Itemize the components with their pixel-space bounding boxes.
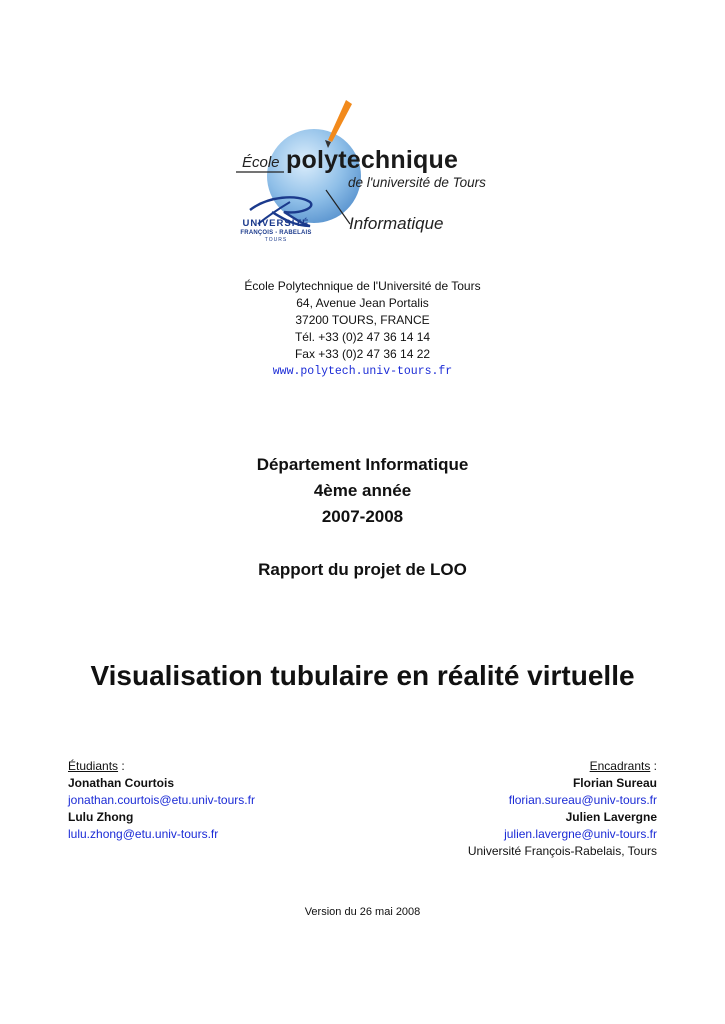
supervisor-affiliation: Université François-Rabelais, Tours — [467, 844, 657, 858]
supervisor-name: Florian Sureau — [572, 776, 657, 790]
universite-line2: FRANÇOIS - RABELAIS — [240, 230, 312, 236]
address-block — [0, 278, 725, 380]
logo-informatique: Informatique — [349, 214, 444, 233]
students-colon: : — [118, 759, 125, 773]
version-date: Version du 26 mai 2008 — [304, 906, 421, 918]
department-year: 4ème année — [313, 481, 412, 500]
department-name: Département Informatique — [256, 455, 469, 474]
supervisors-block — [468, 758, 657, 860]
address-line3: 37200 TOURS, FRANCE — [295, 313, 430, 327]
flame-icon — [328, 100, 352, 142]
department-block — [0, 452, 725, 530]
students-header: Étudiants — [68, 759, 119, 773]
address-line2: 64, Avenue Jean Portalis — [296, 296, 429, 310]
universite-line1: UNIVERSITÉ — [242, 218, 310, 229]
logo-circle — [267, 129, 361, 223]
address-fax: Fax +33 (0)2 47 36 14 22 — [294, 347, 431, 361]
supervisors-colon: : — [650, 759, 657, 773]
student-name: Jonathan Courtois — [68, 776, 175, 790]
website-link[interactable]: www.polytech.univ-tours.fr — [272, 365, 453, 378]
polytech-logo — [228, 98, 498, 248]
page-title: Visualisation tubulaire en réalité virtuelle — [90, 660, 635, 691]
supervisor-name: Julien Lavergne — [565, 810, 657, 824]
logo-ecole: École — [242, 154, 280, 171]
supervisors-header-line — [468, 758, 657, 775]
supervisor-email-link[interactable]: julien.lavergne@univ-tours.fr — [504, 827, 657, 841]
address-phone: Tél. +33 (0)2 47 36 14 14 — [294, 330, 431, 344]
logo-polytechnique: polytechnique — [286, 146, 459, 174]
supervisors-header: Encadrants — [589, 759, 651, 773]
student-email-link[interactable]: jonathan.courtois@etu.univ-tours.fr — [68, 793, 255, 807]
students-header-line — [68, 758, 255, 775]
universite-line3: TOURS — [264, 237, 288, 243]
supervisor-email-link[interactable]: florian.sureau@univ-tours.fr — [508, 793, 657, 807]
universite-logo — [234, 218, 318, 243]
address-line1: École Polytechnique de l'Université de Tours — [244, 279, 481, 293]
student-email-link[interactable]: lulu.zhong@etu.univ-tours.fr — [68, 827, 219, 841]
logo-university-tours: de l'université de Tours — [348, 175, 486, 190]
students-block — [68, 758, 255, 843]
report-subtitle: Rapport du projet de LOO — [258, 560, 467, 579]
department-period: 2007-2008 — [321, 507, 404, 526]
student-name: Lulu Zhong — [68, 810, 134, 824]
